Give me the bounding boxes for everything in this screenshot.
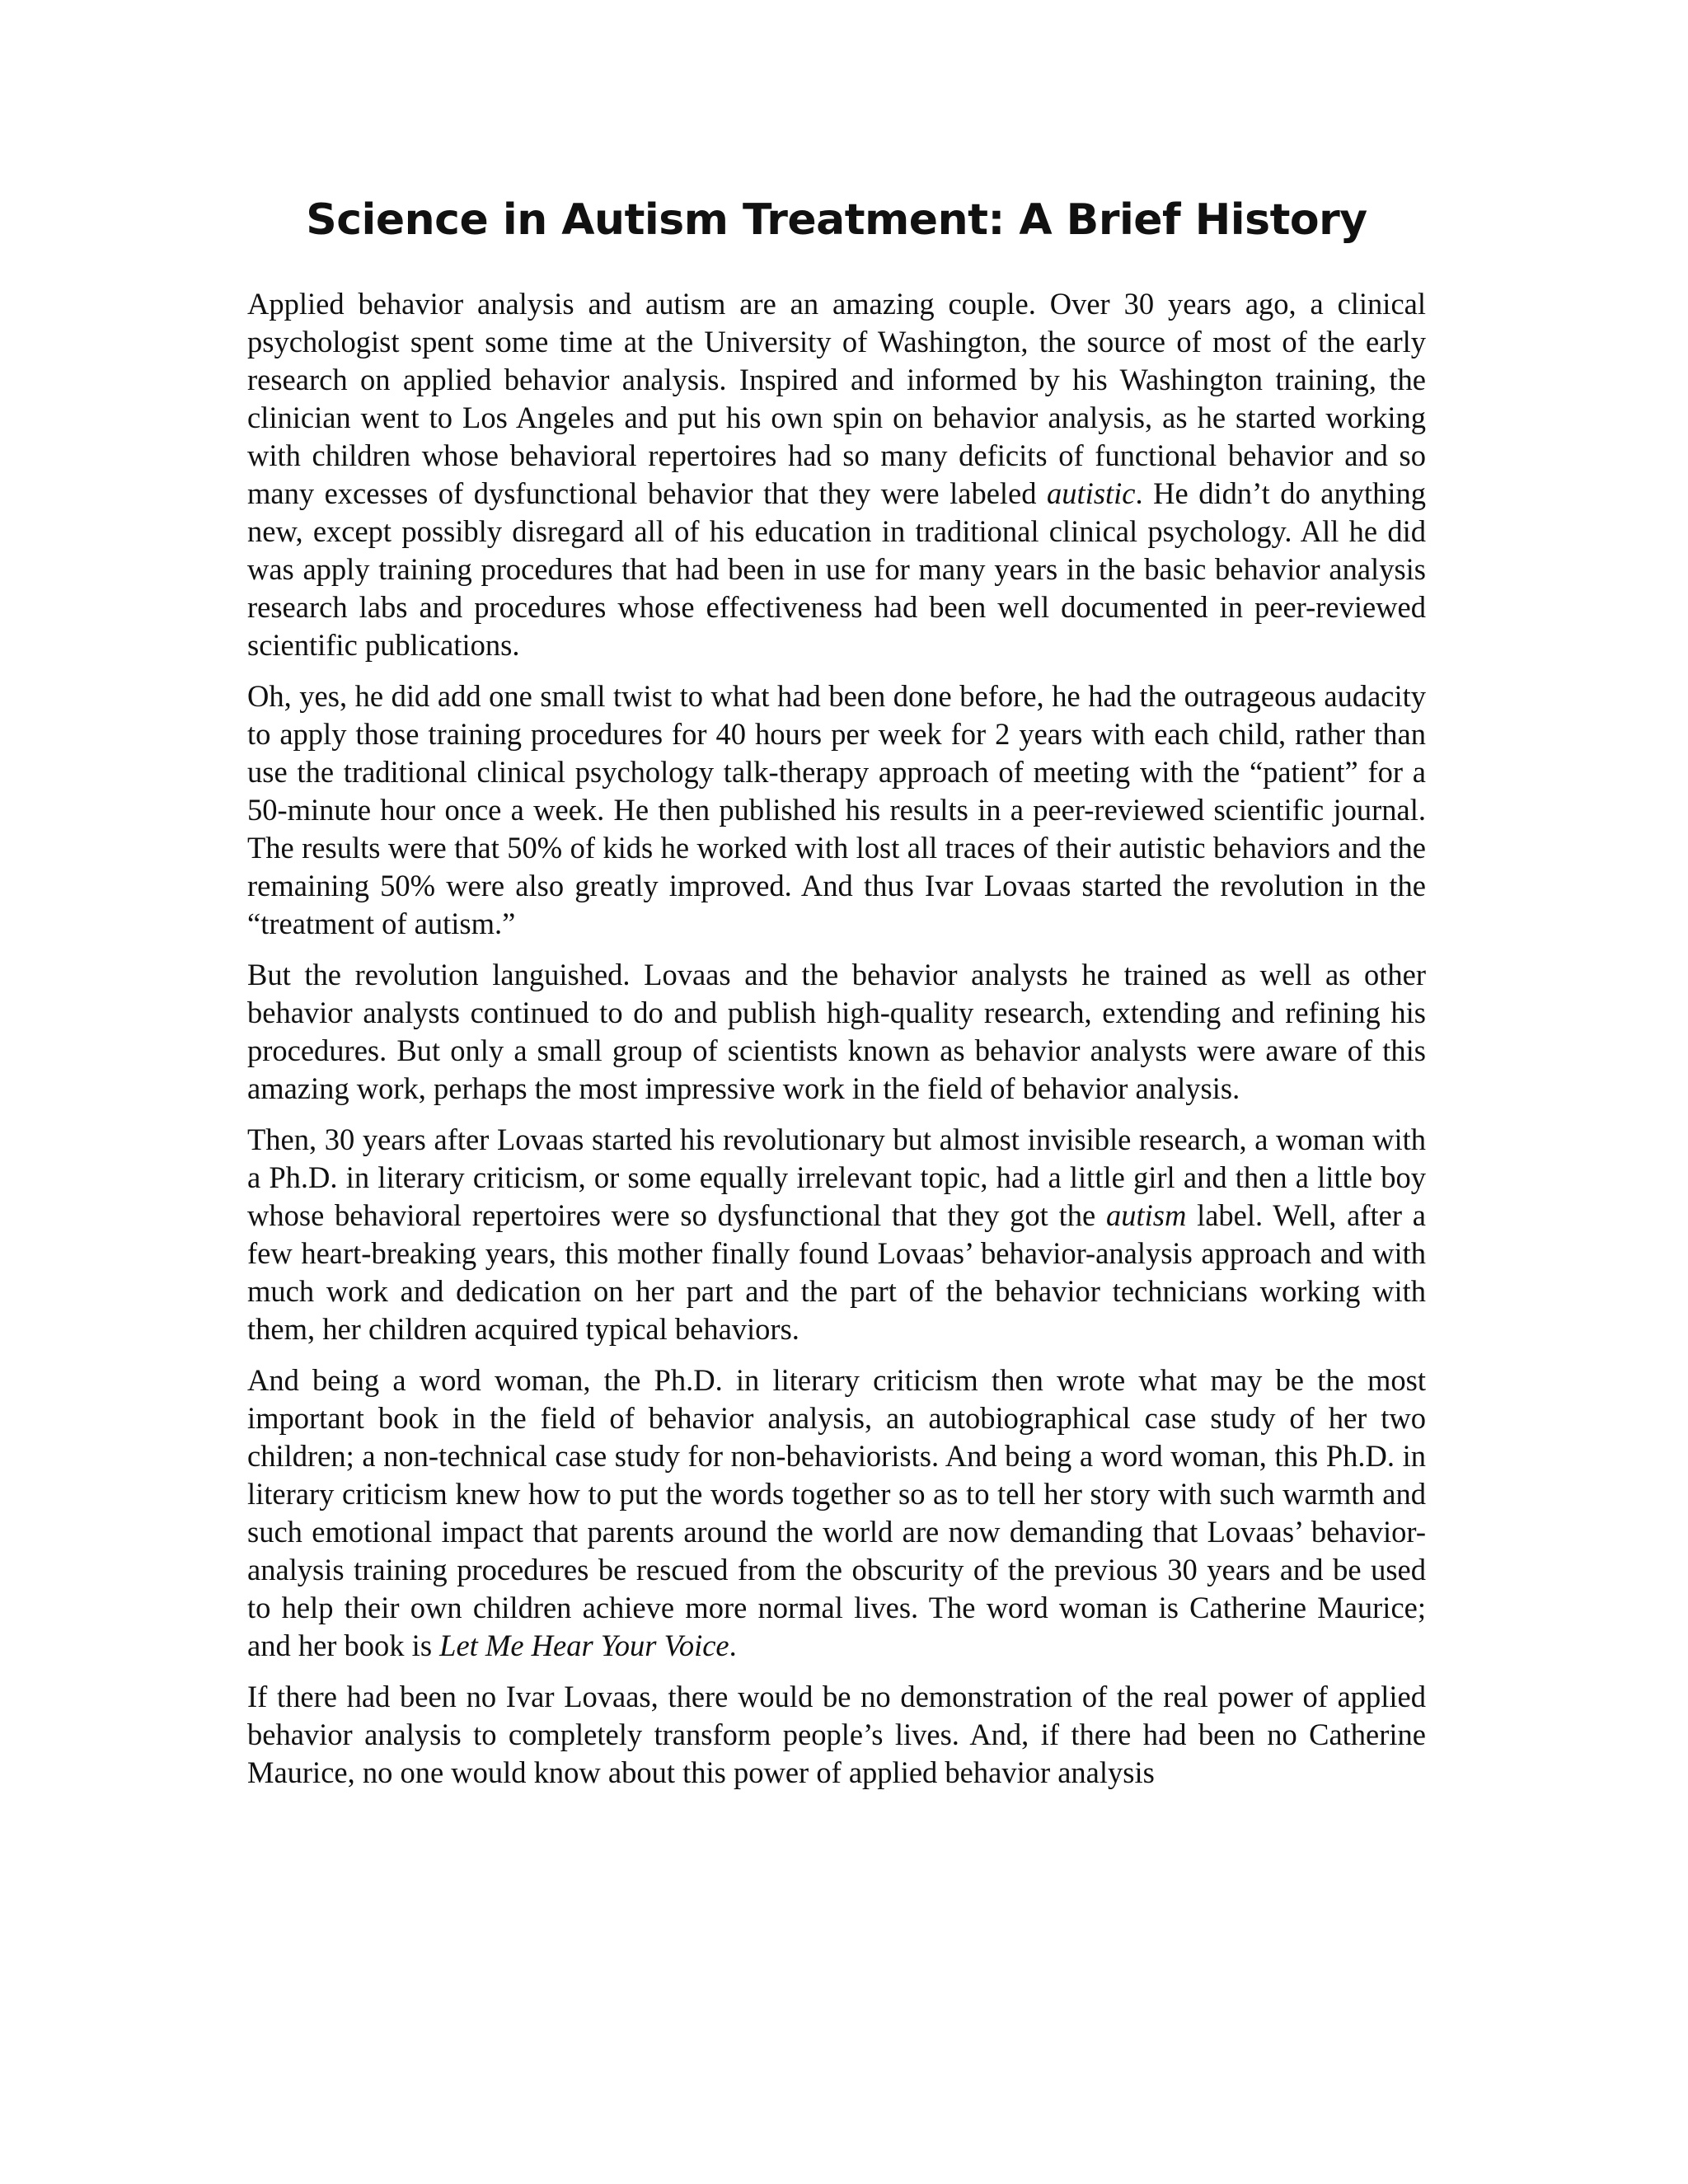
paragraph-5 — [247, 1361, 1426, 1665]
text-run: But the revolution languished. Lovaas and the behavior analysts he trained as well as other behavior analysts continued to do and publish high-quality research, extending and refining his procedures. But only a small group of scientists known as behavior analysts were aware of this amazing work, perhaps the most impressive work in the field of behavior analysis. — [247, 958, 1426, 1105]
paragraph-3 — [247, 956, 1426, 1108]
paragraph-6 — [247, 1678, 1426, 1792]
document-body — [247, 285, 1426, 1792]
document-page — [247, 0, 1426, 1805]
paragraph-2 — [247, 677, 1426, 943]
text-run: Then, 30 years after Lovaas started his revolutionary but almost invisible research, a woman with a Ph.D. in literary criticism, or some equally irrelevant topic, had a little girl and then a little boy whose behavioral repertoires were so dysfunctional that they got the — [247, 1122, 1426, 1232]
text-run: . He didn’t do anything new, except possibly disregard all of his education in traditional clinical psychology. All he did was apply training procedures that had been in use for many years in the basic behavior analysis research labs and procedures whose effectiveness had been well documented in peer-reviewed scientific publications. — [247, 476, 1426, 662]
paragraph-1 — [247, 285, 1426, 664]
text-run: And being a word woman, the Ph.D. in literary criticism then wrote what may be the most important book in the field of behavior analysis, an autobiographical case study of her two children; a non-technical case study for non-behaviorists. And being a word woman, this Ph.D. in literary criticism knew how to put the words together so as to tell her story with such warmth and such emotional impact that parents around the world are now demanding that Lovaas’ behavior-analysis training procedures be rescued from the obscurity of the previous 30 years and be used to help their own children achieve more normal lives. The word woman is Catherine Maurice; and her book is — [247, 1363, 1426, 1662]
text-run: Oh, yes, he did add one small twist to what had been done before, he had the outrageous audacity to apply those training procedures for 40 hours per week for 2 years with each child, rather than use the traditional clinical psychology talk-therapy approach of meeting with the “patient” for a 50-minute hour once a week. He then published his results in a peer-reviewed scientific journal. The results were that 50% of kids he worked with lost all traces of their autistic behaviors and the remaining 50% were also greatly improved. And thus Ivar Lovaas started the revolution in the “treatment of autism.” — [247, 679, 1426, 940]
italic-term-autism: autism — [1105, 1198, 1187, 1232]
book-title: Let Me Hear Your Voice — [439, 1629, 729, 1662]
text-run: If there had been no Ivar Lovaas, there would be no demonstration of the real power of applied behavior analysis to completely transform people’s lives. And, if there had been no Catherine Maurice, no one would know about this power of applied behavior analysis — [247, 1680, 1426, 1789]
text-run: label. Well, after a few heart-breaking years, this mother finally found Lovaas’ behavior-analysis approach and with much work and dedication on her part and the part of the behavior technicians working with them, her children acquired typical behaviors. — [247, 1198, 1426, 1346]
text-run: Applied behavior analysis and autism are an amazing couple. Over 30 years ago, a clinical psychologist spent some time at the University of Washington, the source of most of the early research on applied behavior analysis. Inspired and informed by his Washington training, the clinician went to Los Angeles and put his own spin on behavior analysis, as he started working with children whose behavioral repertoires had so many deficits of functional behavior and so many excesses of dysfunctional behavior that they were labeled — [247, 287, 1426, 510]
italic-term-autistic: autistic — [1047, 476, 1136, 510]
text-run: . — [729, 1629, 737, 1662]
document-title: Science in Autism Treatment: A Brief History — [306, 195, 1367, 245]
paragraph-4 — [247, 1121, 1426, 1348]
